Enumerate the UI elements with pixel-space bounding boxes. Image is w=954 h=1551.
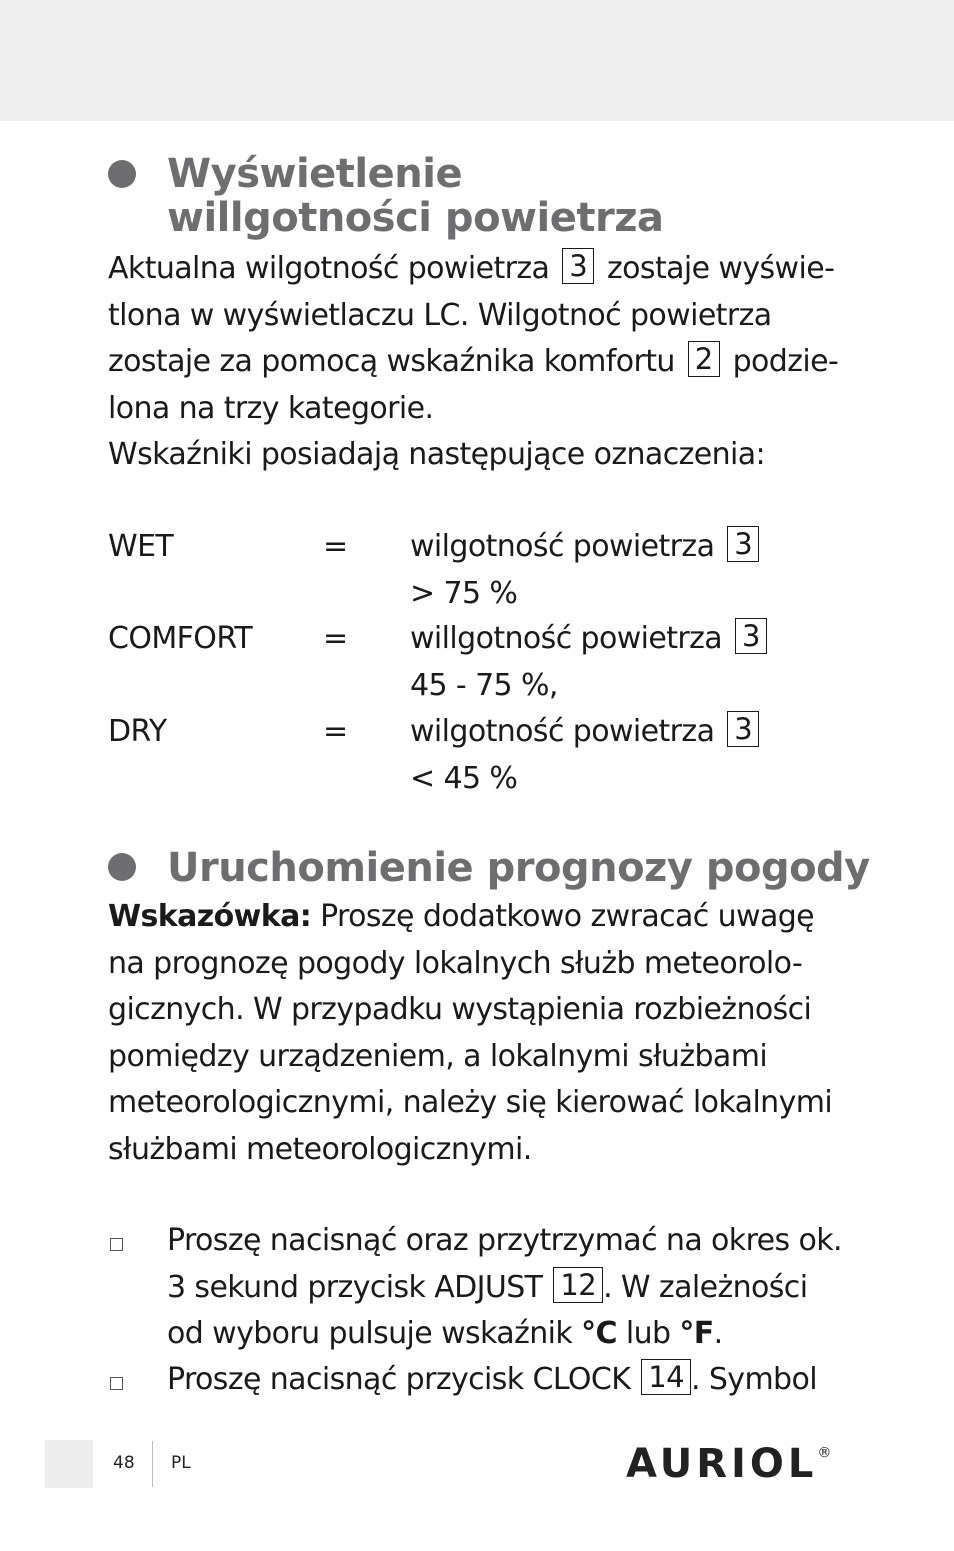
humidity-intro <box>108 246 868 479</box>
text-line: pomiędzy urządzeniem, a lokalnymi służbami <box>108 1038 768 1074</box>
text: Proszę nacisnąć przycisk CLOCK <box>167 1362 631 1397</box>
heading-line: willgotności powietrza <box>167 195 664 241</box>
text-line: służbami meteorologicznymi. <box>108 1131 532 1167</box>
text: wilgotność powietrza <box>410 529 715 564</box>
reference-box: 3 <box>727 711 759 747</box>
reference-box: 3 <box>727 526 759 562</box>
step-item <box>167 1218 867 1358</box>
checkbox-icon <box>110 1238 123 1251</box>
row-key: WET <box>108 529 174 564</box>
row-equals: = <box>323 621 348 656</box>
text-line: Wskaźniki posiadają następujące oznaczenia: <box>108 437 766 472</box>
text-line: lona na trzy kategorie. <box>108 390 434 426</box>
text: zostaje za pomocą wskaźnika komfortu <box>108 344 675 379</box>
page-number: 48 <box>113 1453 135 1473</box>
reference-box: 12 <box>553 1267 603 1303</box>
row-value <box>410 616 771 709</box>
text-line <box>167 1311 867 1358</box>
text: 3 sekund przycisk ADJUST <box>167 1269 543 1305</box>
section-heading-humidity <box>167 152 663 240</box>
text-line <box>108 246 868 293</box>
text: . Symbol <box>690 1362 817 1397</box>
text: < 45 % <box>410 760 518 796</box>
step-item <box>167 1357 867 1404</box>
row-equals: = <box>323 714 348 749</box>
text-line <box>167 1357 867 1404</box>
footer-divider <box>152 1441 153 1487</box>
section-bullet <box>108 853 136 881</box>
footer-tab <box>45 1440 93 1488</box>
forecast-note <box>108 894 868 1173</box>
language-code: PL <box>171 1453 191 1473</box>
text-line <box>108 339 868 386</box>
text: lub <box>625 1316 671 1351</box>
row-value <box>410 524 763 617</box>
text: wilgotność powietrza <box>410 714 715 749</box>
text-line <box>167 1265 867 1312</box>
text: . W zależności <box>603 1269 808 1305</box>
registered-mark: ® <box>817 1445 832 1461</box>
text-line: tlona w wyświetlaczu LC. Wilgotnoć powietrza <box>108 297 772 333</box>
top-band <box>0 0 954 121</box>
fahrenheit-symbol: °F <box>679 1316 714 1351</box>
section-heading-forecast: Uruchomienie prognozy pogody <box>167 845 870 891</box>
text: 45 - 75 %, <box>410 667 558 703</box>
text: Proszę dodatkowo zwracać uwagę <box>320 899 815 934</box>
section-bullet <box>108 160 136 188</box>
heading-line: Wyświetlenie <box>167 151 463 197</box>
row-equals: = <box>323 529 348 564</box>
row-key: DRY <box>108 714 167 749</box>
row-value <box>410 709 763 802</box>
text: zostaje wyświe- <box>607 251 835 286</box>
text: podzie- <box>732 344 839 379</box>
text: Aktualna wilgotność powietrza <box>108 251 550 286</box>
brand-name: AURIOL <box>626 1441 818 1487</box>
text: . <box>713 1316 723 1351</box>
note-label: Wskazówka: <box>108 899 312 934</box>
text-line: Proszę nacisnąć oraz przytrzymać na okres ok. <box>167 1223 842 1258</box>
checkbox-icon <box>110 1377 123 1390</box>
text: od wyboru pulsuje wskaźnik <box>167 1316 573 1351</box>
reference-box: 3 <box>562 248 594 284</box>
row-key: COMFORT <box>108 621 253 656</box>
celsius-symbol: °C <box>581 1316 617 1351</box>
reference-box: 14 <box>641 1359 691 1395</box>
text-line: gicznych. W przypadku wystąpienia rozbieżności <box>108 992 812 1027</box>
reference-box: 3 <box>735 618 767 654</box>
reference-box: 2 <box>688 341 720 377</box>
text-line: na prognozę pogody lokalnych służb meteorolo- <box>108 945 803 981</box>
text: > 75 % <box>410 575 518 611</box>
text-line: meteorologicznymi, należy się kierować lokalnymi <box>108 1085 833 1120</box>
brand-logo <box>626 1441 831 1487</box>
text: willgotność powietrza <box>410 621 723 656</box>
text-line <box>108 894 868 941</box>
